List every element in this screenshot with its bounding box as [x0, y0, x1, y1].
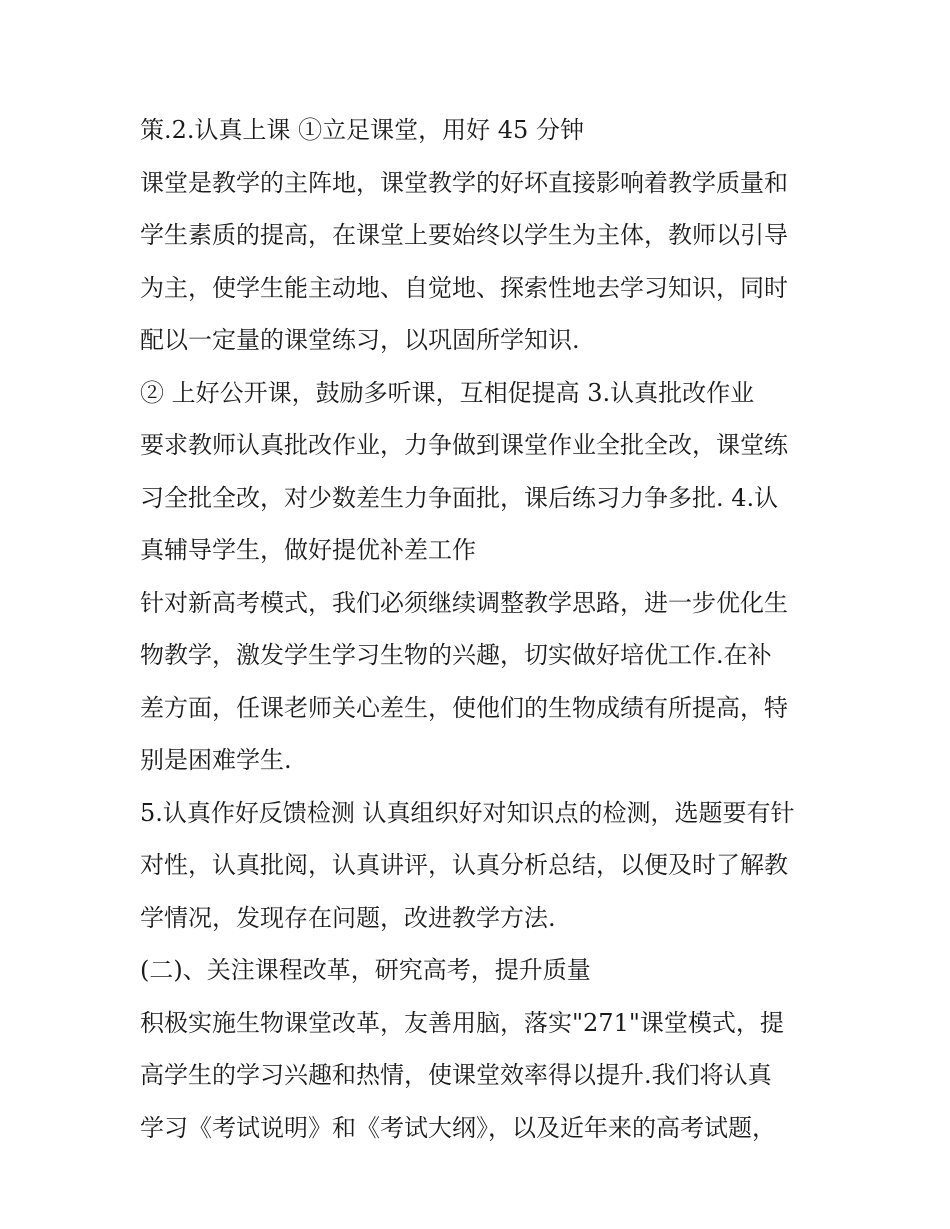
text-line: 针对新高考模式，我们必须继续调整教学思路，进一步优化生 — [140, 588, 788, 617]
text-line: (二)、关注课程改革，研究高考，提升质量 — [140, 956, 591, 984]
text-line: 5.认真作好反馈检测 认真组织好对知识点的检测，选题要有针 — [140, 798, 795, 827]
text-line: 课堂是教学的主阵地，课堂教学的好坏直接影响着教学质量和 — [140, 168, 788, 197]
text-line: 积极实施生物课堂改革，友善用脑，落实"271"课堂模式，提 — [140, 1008, 784, 1037]
text-line: 配以一定量的课堂练习，以巩固所学知识. — [140, 326, 580, 354]
text-line: 习全批全改，对少数差生力争面批，课后练习力争多批. 4.认 — [140, 483, 779, 512]
text-line: ② 上好公开课，鼓励多听课，互相促提高 3.认真批改作业 — [140, 378, 755, 407]
text-line: 要求教师认真批改作业，力争做到课堂作业全批全改，课堂练 — [140, 431, 788, 459]
text-line: 学生素质的提高，在课堂上要始终以学生为主体，教师以引导 — [140, 221, 788, 249]
text-line: 学习《考试说明》和《考试大纲》，以及近年来的高考试题， — [140, 1113, 776, 1142]
text-line: 为主，使学生能主动地、自觉地、探索性地去学习知识，同时 — [140, 273, 788, 302]
text-line: 高学生的学习兴趣和热情，使课堂效率得以提升.我们将认真 — [140, 1061, 772, 1089]
text-line: 策.2.认真上课 ①立足课堂，用好 45 分钟 — [140, 116, 584, 144]
text-line: 对性，认真批阅，认真讲评，认真分析总结，以便及时了解教 — [140, 851, 788, 879]
text-line: 真辅导学生，做好提优补差工作 — [140, 536, 476, 564]
text-line: 别是困难学生. — [140, 746, 292, 774]
body-text — [140, 108, 820, 1158]
text-line: 学情况，发现存在问题，改进教学方法. — [140, 903, 556, 932]
text-line: 差方面，任课老师关心差生，使他们的生物成绩有所提高，特 — [140, 693, 788, 722]
text-line: 物教学，激发学生学习生物的兴趣，切实做好培优工作.在补 — [140, 641, 772, 669]
